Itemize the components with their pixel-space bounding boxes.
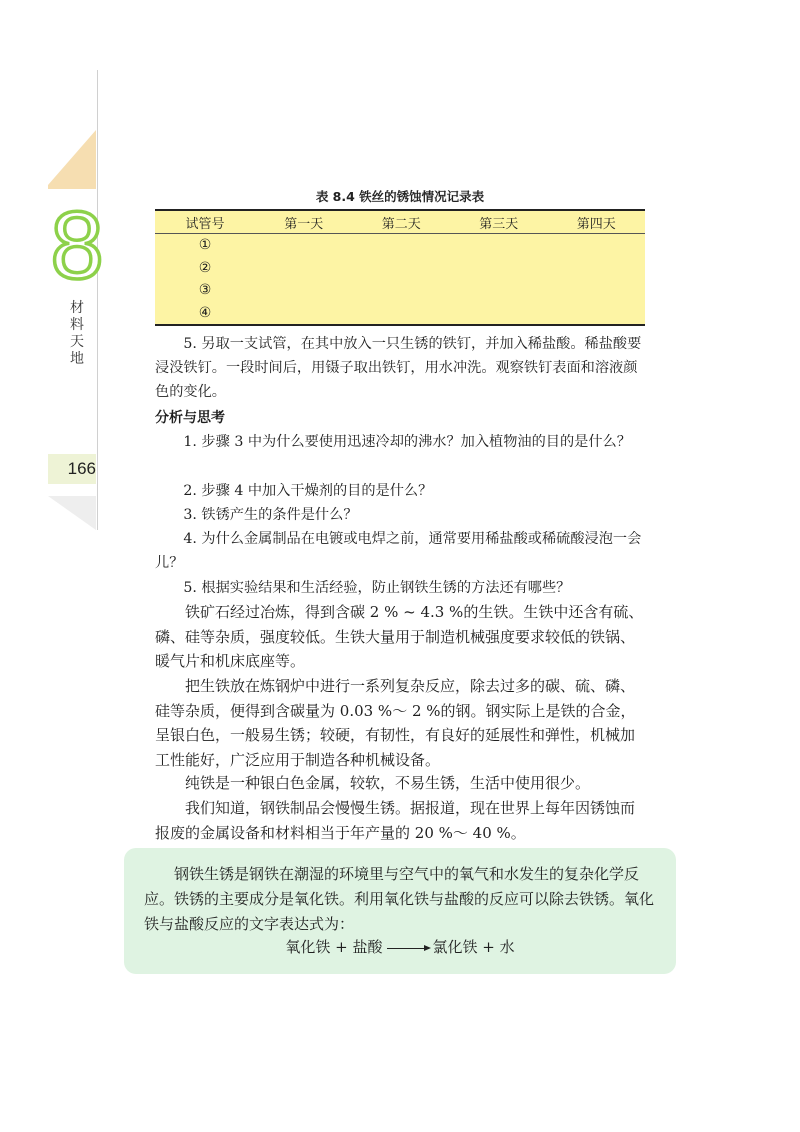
question-5: 5. 根据实验结果和生活经验，防止钢铁生锈的方法还有哪些？ bbox=[183, 580, 571, 596]
step-5-text: 5. 另取一支试管，在其中放入一只生锈的铁钉，并加入稀盐酸。稀盐酸要浸没铁钉。一段时间后，用镊子取出铁钉，用水冲洗。观察铁钉表面和溶液颜色的变化。 bbox=[155, 336, 642, 400]
header-day3: 第三天 bbox=[479, 216, 519, 232]
table-row bbox=[155, 234, 645, 257]
paragraph-pig-iron: 铁矿石经过冶炼，得到含碳 2 % ~ 4.3 %的生铁。生铁中还含有硫、磷、硅等杂质，强度较低。生铁大量用于制造机械强度要求较低的铁锅、暖气片和机床底座等。 bbox=[155, 603, 644, 670]
chapter-title: 材料天地 bbox=[70, 300, 84, 367]
tube-number: ② bbox=[198, 259, 212, 276]
chapter-number-glyph bbox=[50, 192, 104, 299]
table-row bbox=[155, 302, 645, 326]
table-row bbox=[155, 257, 645, 280]
question-3: 3. 铁锈产生的条件是什么？ bbox=[183, 507, 358, 523]
table-header-row bbox=[155, 210, 645, 234]
chapter-number bbox=[50, 192, 104, 299]
paragraph-rust-loss: 我们知道，钢铁制品会慢慢生锈。据报道，现在世界上每年因锈蚀而报废的金属设备和材料相当于年产量的 20 %～ 40 %。 bbox=[155, 799, 636, 842]
corner-bar bbox=[48, 185, 96, 189]
question-2: 2. 步骤 4 中加入干燥剂的目的是什么？ bbox=[183, 483, 433, 499]
table-caption: 表 8.4 铁丝的锈蚀情况记录表 bbox=[315, 189, 485, 204]
paragraph-pure-iron: 纯铁是一种银白色金属，较软，不易生锈，生活中使用很少。 bbox=[185, 774, 591, 792]
reaction-arrow-icon bbox=[387, 948, 429, 949]
paragraph-steel: 把生铁放在炼钢炉中进行一系列复杂反应，除去过多的碳、硫、磷、硅等杂质，便得到含碳量为 0.03 %～ 2 %的钢。钢实际上是铁的合金，呈银白色，一般易生锈；较硬，有韧性，有良好的延展性和弹性，机械加工性能好，广泛应用于制造各种机械设备。 bbox=[155, 677, 636, 769]
margin-rule bbox=[97, 70, 98, 530]
tube-number: ① bbox=[198, 237, 212, 254]
svg-text:8: 8 bbox=[50, 192, 104, 299]
table-row bbox=[155, 279, 645, 302]
equation-reactants: 氧化铁 + 盐酸 bbox=[285, 938, 383, 956]
equation-products: 氯化铁 + 水 bbox=[432, 938, 515, 956]
tube-number: ③ bbox=[198, 282, 212, 299]
rust-record-table bbox=[155, 209, 645, 326]
header-day4: 第四天 bbox=[576, 216, 616, 232]
header-day1: 第一天 bbox=[284, 216, 324, 232]
info-box-text: 钢铁生锈是钢铁在潮湿的环境里与空气中的氧气和水发生的复杂化学反应。铁锈的主要成分是氧化铁。利用氧化铁与盐酸的反应可以除去铁锈。氧化铁与盐酸反应的文字表达式为： bbox=[144, 865, 655, 933]
page-corner-decoration bbox=[48, 496, 96, 530]
corner-decoration bbox=[48, 130, 96, 185]
header-tube: 试管号 bbox=[185, 216, 225, 232]
tube-number: ④ bbox=[198, 304, 212, 321]
word-equation bbox=[124, 936, 676, 957]
page-number: 166 bbox=[67, 459, 96, 478]
question-4: 4. 为什么金属制品在电镀或电焊之前，通常要用稀盐酸或稀硫酸浸泡一会儿？ bbox=[155, 531, 642, 571]
analysis-heading: 分析与思考 bbox=[155, 410, 225, 426]
header-day2: 第二天 bbox=[381, 216, 421, 232]
question-1: 1. 步骤 3 中为什么要使用迅速冷却的沸水？加入植物油的目的是什么？ bbox=[183, 434, 631, 450]
